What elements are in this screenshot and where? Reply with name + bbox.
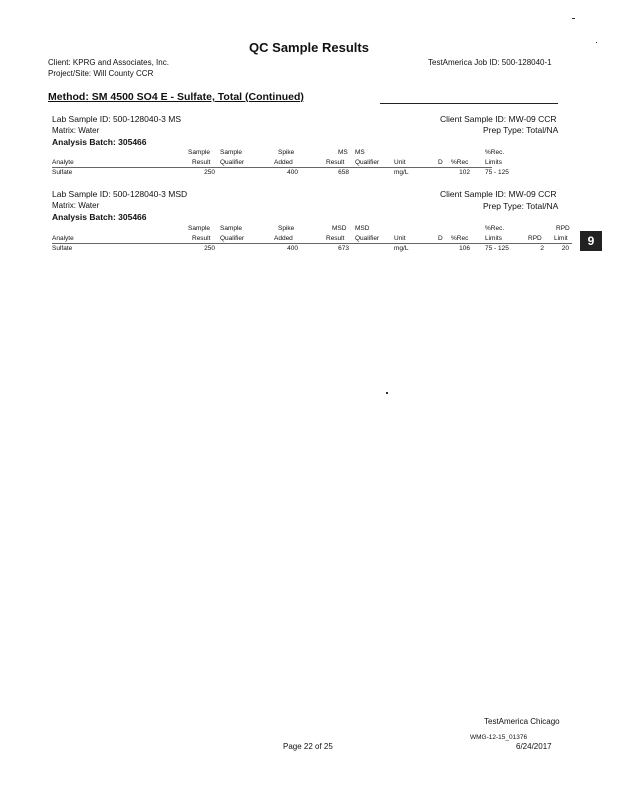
msd-h-limit: Limit [554, 235, 568, 242]
msd-h-d: D [438, 235, 443, 242]
msd-h-added: Added [274, 235, 293, 242]
client-name: Client: KPRG and Associates, Inc. [48, 58, 169, 67]
msd-h-res: MSD [332, 225, 347, 232]
msd-matrix: Matrix: Water [52, 201, 100, 210]
msd-row-rec: 106 [459, 245, 470, 252]
footer-doc-code: WMG-12-15_01376 [470, 734, 528, 741]
msd-h-spike: Spike [278, 225, 295, 232]
msd-row-added: 400 [287, 245, 298, 252]
footer-company: TestAmerica Chicago [484, 717, 560, 726]
msd-h-rpd: RPD [528, 235, 542, 242]
msd-analysis-batch: Analysis Batch: 305466 [52, 212, 147, 222]
job-id: TestAmerica Job ID: 500-128040-1 [428, 58, 552, 67]
msd-h-qual: MSD [355, 225, 370, 232]
project-site: Project/Site: Will County CCR [48, 69, 154, 78]
ms-lab-sample-id: Lab Sample ID: 500-128040-3 MS [52, 114, 181, 124]
footer-page-number: Page 22 of 25 [283, 742, 333, 751]
ms-h-result2: Result [326, 159, 345, 166]
msd-h-pctrec: %Rec [451, 235, 469, 242]
ms-header-rule [52, 167, 492, 168]
section-tab-badge: 9 [580, 231, 602, 251]
msd-prep-type: Prep Type: Total/NA [483, 201, 559, 211]
ms-h-rec: %Rec. [485, 149, 505, 156]
ms-prep-type: Prep Type: Total/NA [483, 125, 559, 135]
scan-speck [572, 18, 575, 19]
msd-row-result: 250 [204, 245, 215, 252]
page-title: QC Sample Results [249, 40, 369, 55]
ms-h-spike: Spike [278, 149, 295, 156]
ms-h-pctrec: %Rec [451, 159, 469, 166]
msd-row-msd-result: 673 [338, 245, 349, 252]
msd-h-result2: Result [326, 235, 345, 242]
msd-lab-sample-id: Lab Sample ID: 500-128040-3 MSD [52, 189, 188, 199]
msd-h-sample-q: Sample [220, 225, 243, 232]
msd-h-result: Result [192, 235, 211, 242]
ms-h-added: Added [274, 159, 293, 166]
ms-h-res: MS [338, 149, 348, 156]
ms-h-qualifier2: Qualifier [355, 159, 380, 166]
ms-h-result: Result [192, 159, 211, 166]
ms-h-unit: Unit [394, 159, 406, 166]
ms-h-sample-q: Sample [220, 149, 243, 156]
method-heading: Method: SM 4500 SO4 E - Sulfate, Total (Continued) [48, 91, 304, 103]
msd-h-limits: Limits [485, 235, 502, 242]
msd-h-analyte: Analyte [52, 235, 74, 242]
ms-row-unit: mg/L [394, 169, 409, 176]
msd-row-analyte: Sulfate [52, 245, 73, 252]
ms-row-rec: 102 [459, 169, 470, 176]
scan-speck [596, 42, 597, 43]
scan-speck [386, 392, 388, 394]
ms-row-result: 250 [204, 169, 215, 176]
msd-row-rpd: 2 [540, 245, 544, 252]
msd-h-rpd-top: RPD [556, 225, 570, 232]
ms-row-limits: 75 - 125 [485, 169, 509, 176]
ms-row-ms-result: 658 [338, 169, 349, 176]
msd-h-sample: Sample [188, 225, 211, 232]
ms-row-analyte: Sulfate [52, 169, 73, 176]
ms-matrix: Matrix: Water [52, 126, 100, 135]
msd-h-unit: Unit [394, 235, 406, 242]
ms-h-analyte: Analyte [52, 159, 74, 166]
ms-h-qualifier: Qualifier [220, 159, 245, 166]
ms-h-qual: MS [355, 149, 365, 156]
msd-h-qualifier2: Qualifier [355, 235, 380, 242]
msd-header-rule [52, 243, 572, 244]
msd-h-qualifier: Qualifier [220, 235, 245, 242]
ms-analysis-batch: Analysis Batch: 305466 [52, 137, 147, 147]
ms-row-added: 400 [287, 169, 298, 176]
ms-h-d: D [438, 159, 443, 166]
msd-client-sample-id: Client Sample ID: MW-09 CCR [440, 189, 557, 199]
method-rule [380, 103, 558, 104]
msd-h-rec: %Rec. [485, 225, 505, 232]
ms-h-limits: Limits [485, 159, 502, 166]
ms-client-sample-id: Client Sample ID: MW-09 CCR [440, 114, 557, 124]
ms-h-sample: Sample [188, 149, 211, 156]
msd-row-limits: 75 - 125 [485, 245, 509, 252]
msd-row-limit: 20 [561, 245, 569, 252]
msd-row-unit: mg/L [394, 245, 409, 252]
footer-date: 6/24/2017 [516, 742, 552, 751]
